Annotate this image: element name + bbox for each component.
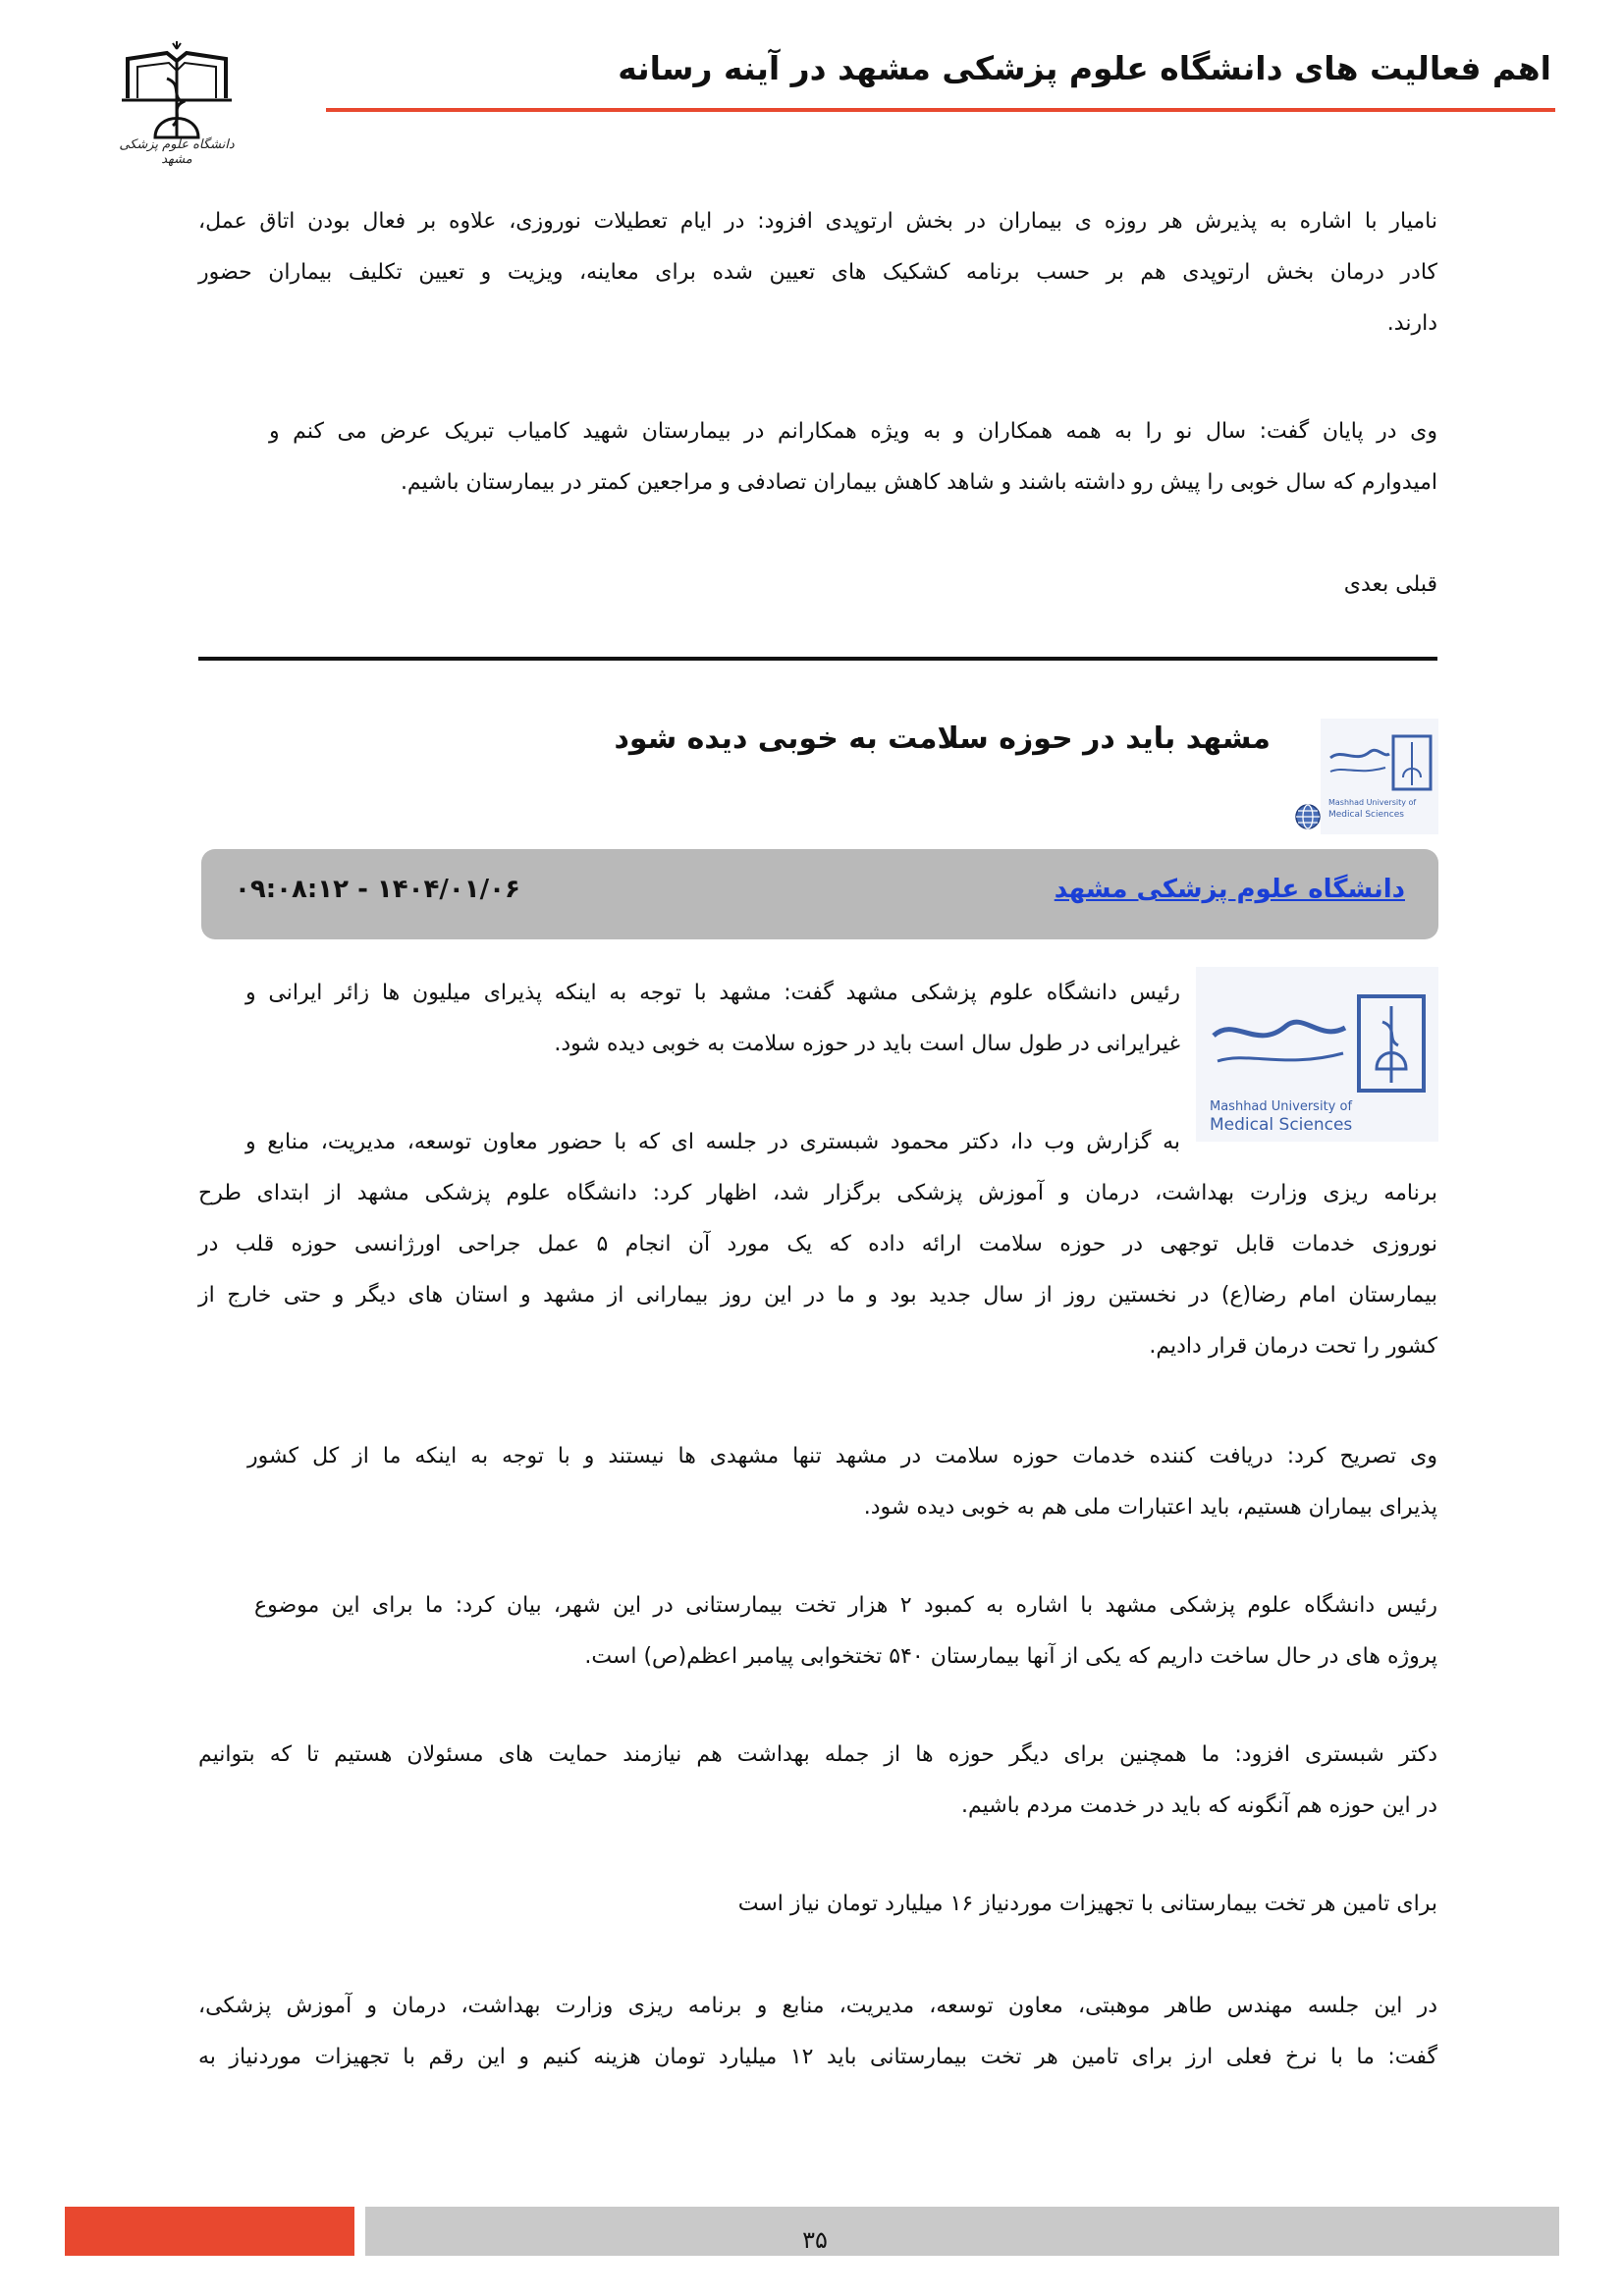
article-intro — [245, 968, 1180, 1070]
text-line: برای تامین هر تخت بیمارستانی با تجهیزات موردنیاز ۱۶ میلیارد تومان نیاز است — [737, 1892, 1437, 1916]
text-line: برنامه ریزی وزارت بهداشت، درمان و آموزش پزشکی برگزار شد، اظهار کرد: دانشگاه علوم پزشکی مشهد از ابتدای طرح — [198, 1181, 1437, 1205]
logo-caption: دانشگاه علوم پزشکی مشهد — [119, 137, 235, 167]
header-rule — [326, 108, 1555, 112]
footer-accent-bar — [65, 2207, 354, 2256]
article-divider — [198, 657, 1437, 661]
text-line: غیرایرانی در طول سال است باید در حوزه سلامت به خوبی دیده شود. — [554, 1032, 1180, 1056]
text-line: بیمارستان امام رضا(ع) در نخستین روز از سال جدید بود و ما در این روز بیمارانی از مشهد و استان های دیگر و حتی خارج از — [198, 1283, 1437, 1308]
text-line: رئیس دانشگاه علوم پزشکی مشهد با اشاره به کمبود ۲ هزار تخت بیمارستانی در این شهر، بیان کرد: ما برای این موضوع — [254, 1593, 1437, 1618]
svg-text:Medical Sciences: Medical Sciences — [1328, 810, 1404, 820]
previous-paragraph-2 — [269, 406, 1437, 508]
source-link[interactable]: دانشگاه علوم پزشکی مشهد — [1054, 875, 1405, 904]
text-line: امیدوارم که سال خوبی را پیش رو داشته باشند و شاهد کاهش بیماران تصادفی و مراجعین کمتر در بیمارستان باشیم. — [400, 470, 1437, 495]
text-line: در این جلسه مهندس طاهر موهبتی، معاون توسعه، مدیریت، منابع و برنامه ریزی وزارت بهداشت، درمان و آموزش پزشکی، — [198, 1994, 1437, 2018]
article-image-logo — [1196, 967, 1438, 1142]
article-meta-bar — [201, 849, 1438, 939]
article-paragraph-5 — [198, 1981, 1437, 2083]
article-body-lead — [245, 1117, 1180, 1168]
svg-text:Medical Sciences: Medical Sciences — [1210, 1115, 1353, 1135]
article-thumbnail-small — [1321, 719, 1438, 834]
text-line: پروژه های در حال ساخت داریم که یکی از آنها بیمارستان ۵۴۰ تختخوابی پیامبر اعظم(ص) است. — [584, 1644, 1437, 1669]
article-title: مشهد باید در حوزه سلامت به خوبی دیده شود — [614, 721, 1271, 756]
svg-text:Mashhad University of: Mashhad University of — [1210, 1099, 1353, 1114]
prev-next-links[interactable]: قبلی بعدی — [1343, 572, 1437, 597]
text-line: گفت: ما با نرخ فعلی ارز برای تامین هر تخت بیمارستانی باید ۱۲ میلیارد تومان هزینه کنیم و این رقم با تجهیزات موردنیاز به — [198, 2045, 1437, 2069]
article-paragraph-3 — [254, 1580, 1437, 1682]
text-line: وی در پایان گفت: سال نو را به همه همکاران و به ویژه همکارانم در بیمارستان شهید کامیاب تبریک عرض می کنم و — [269, 419, 1437, 444]
globe-icon[interactable] — [1294, 803, 1322, 830]
text-line: وی تصریح کرد: دریافت کننده خدمات حوزه سلامت در مشهد تنها مشهدی ها نیستند و با توجه به اینکه ما از کل کشور — [247, 1444, 1437, 1468]
document-header-title: اهم فعالیت های دانشگاه علوم پزشکی مشهد در آینه رسانه — [618, 49, 1551, 87]
footer-bar — [365, 2207, 1559, 2256]
text-line: کادر درمان بخش ارتوپدی هم بر حسب برنامه کشکیک های تعیین شده برای معاینه، ویزیت و تعیین تکلیف بیماران حضور — [198, 260, 1437, 285]
svg-text:Mashhad University of: Mashhad University of — [1328, 798, 1417, 807]
text-line: دارند. — [1386, 311, 1437, 336]
article-paragraph-2 — [247, 1431, 1437, 1533]
text-line: نوروزی خدمات قابل توجهی در حوزه سلامت ارائه داده که یک مورد آن انجام ۵ عمل جراحی اورژانسی حوزه قلب در — [198, 1232, 1437, 1256]
text-line: به گزارش وب دا، دکتر محمود شبستری در جلسه ای که با حضور معاون توسعه، مدیریت، منابع و — [245, 1130, 1180, 1154]
publish-datetime: ۱۴۰۴/۰۱/۰۶ - ۰۹:۰۸:۱۲ — [235, 875, 520, 904]
prev-next-navigation[interactable] — [1143, 560, 1437, 611]
text-line: پذیرای بیماران هستیم، باید اعتبارات ملی هم به خوبی دیده شود. — [863, 1495, 1437, 1520]
article-subheading — [198, 1879, 1437, 1930]
text-line: دکتر شبستری افزود: ما همچنین برای دیگر حوزه ها از جمله بهداشت هم نیازمند حمایت های مسئولان هستیم تا که بتوانیم — [198, 1742, 1437, 1767]
text-line: در این حوزه هم آنگونه که باید در خدمت مردم باشیم. — [961, 1793, 1437, 1818]
text-line: نامیار با اشاره به پذیرش هر روزه ی بیماران در بخش ارتوپدی افزود: در ایام تعطیلات نوروزی، علاوه بر فعال بودن اتاق عمل، — [198, 209, 1437, 234]
page-number: ۳۵ — [802, 2226, 828, 2254]
article-paragraph-4 — [198, 1730, 1437, 1832]
article-body-paragraph — [198, 1168, 1437, 1372]
text-line: رئیس دانشگاه علوم پزشکی مشهد گفت: مشهد با توجه به اینکه پذیرای میلیون ها زائر ایرانی و — [245, 981, 1180, 1005]
text-line: کشور را تحت درمان قرار دادیم. — [1149, 1334, 1437, 1359]
previous-paragraph-1 — [198, 196, 1437, 349]
